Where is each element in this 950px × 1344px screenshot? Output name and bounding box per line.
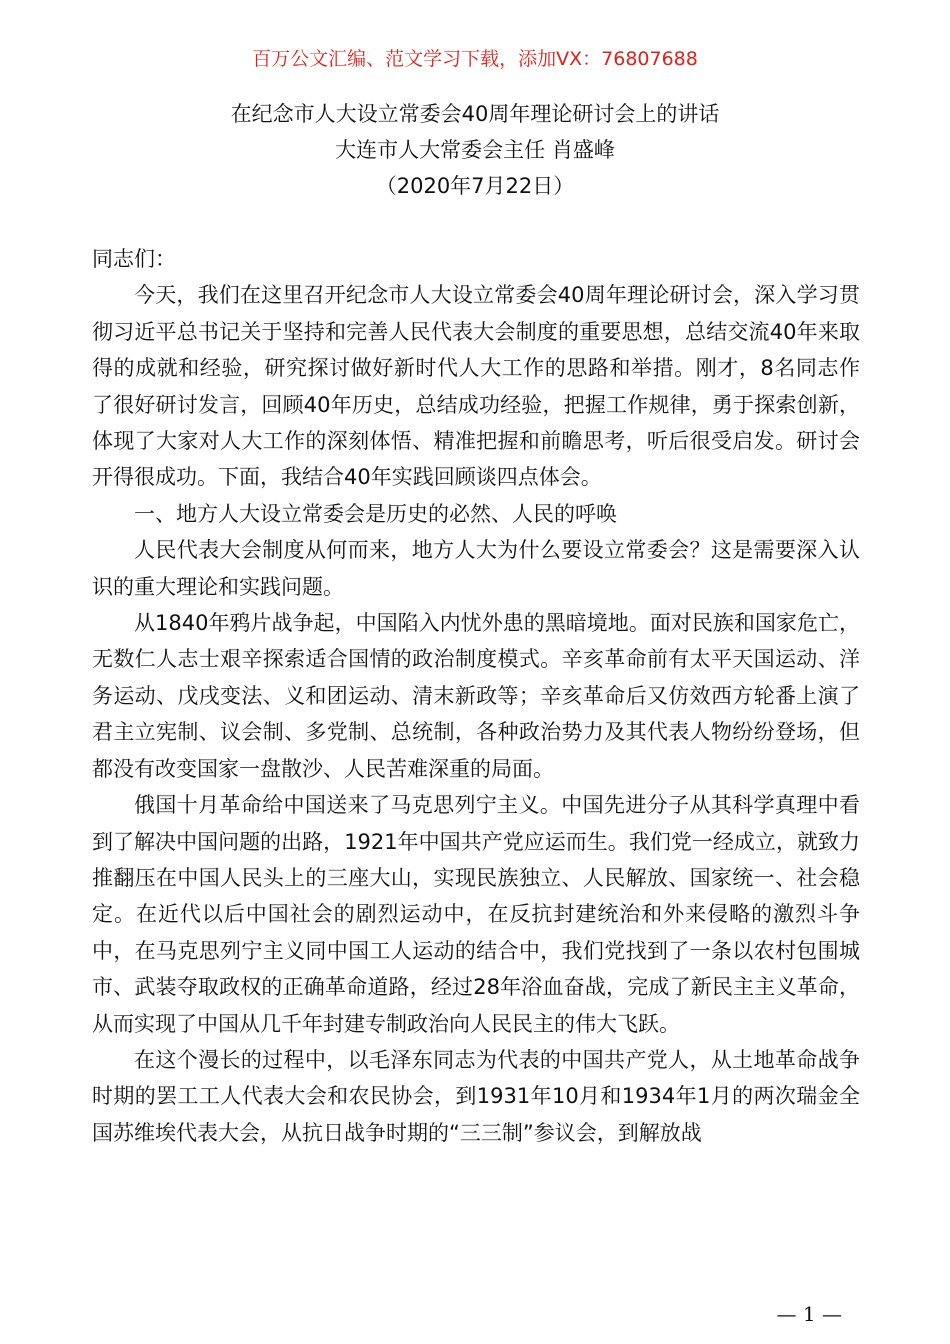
paragraph: 在这个漫长的过程中，以毛泽东同志为代表的中国共产党人，从土地革命战争时期的罢工工人代表大会和农民协会，到1931年10月和1934年1月的两次瑞金全国苏维埃代表大会，从抗日战争时期的“三三制”参议会，到解放战 (92, 1047, 860, 1145)
page-number: — 1 — (776, 1302, 842, 1326)
section-heading: 一、地方人大设立常委会是历史的必然、人民的呼唤 (134, 501, 617, 526)
document-title: 在纪念市人大设立常委会40周年理论研讨会上的讲话 (230, 102, 720, 126)
salutation: 同志们： (92, 247, 176, 271)
header-banner: 百万公文汇编、范文学习下载，添加VX：76807688 (252, 48, 698, 70)
document-body (92, 241, 860, 1151)
paragraph: 从1840年鸦片战争起，中国陷入内忧外患的黑暗境地。面对民族和国家危亡，无数仁人志士艰辛探索适合国情的政治制度模式。辛亥革命前有太平天国运动、洋务运动、戊戌变法、义和团运动、清末新政等；辛亥革命后又仿效西方轮番上演了君主立宪制、议会制、多党制、总统制，各种政治势力及其代表人物纷纷登场，但都没有改变国家一盘散沙、人民苦难深重的局面。 (92, 611, 860, 781)
paragraph: 人民代表大会制度从何而来，地方人大为什么要设立常委会？这是需要深入认识的重大理论和实践问题。 (92, 538, 860, 599)
document-author: 大连市人大常委会主任 肖盛峰 (335, 138, 615, 162)
document-date: （2020年7月22日） (375, 174, 575, 198)
paragraph: 今天，我们在这里召开纪念市人大设立常委会40周年理论研讨会，深入学习贯彻习近平总书记关于坚持和完善人民代表大会制度的重要思想，总结交流40年来取得的成就和经验，研究探讨做好新时代人大工作的思路和举措。刚才，8名同志作了很好研讨发言，回顾40年历史，总结成功经验，把握工作规律，勇于探索创新，体现了大家对人大工作的深刻体悟、精准把握和前瞻思考，听后很受启发。研讨会开得很成功。下面，我结合40年实践回顾谈四点体会。 (92, 283, 860, 490)
paragraph: 俄国十月革命给中国送来了马克思列宁主义。中国先进分子从其科学真理中看到了解决中国问题的出路，1921年中国共产党应运而生。我们党一经成立，就致力推翻压在中国人民头上的三座大山，实现民族独立、人民解放、国家统一、社会稳定。在近代以后中国社会的剧烈运动中，在反抗封建统治和外来侵略的激烈斗争中，在马克思列宁主义同中国工人运动的结合中，我们党找到了一条以农村包围城市、武装夺取政权的正确革命道路，经过28年浴血奋战，完成了新民主主义革命，从而实现了中国从几千年封建专制政治向人民民主的伟大飞跃。 (92, 793, 860, 1036)
document-header (0, 96, 950, 204)
